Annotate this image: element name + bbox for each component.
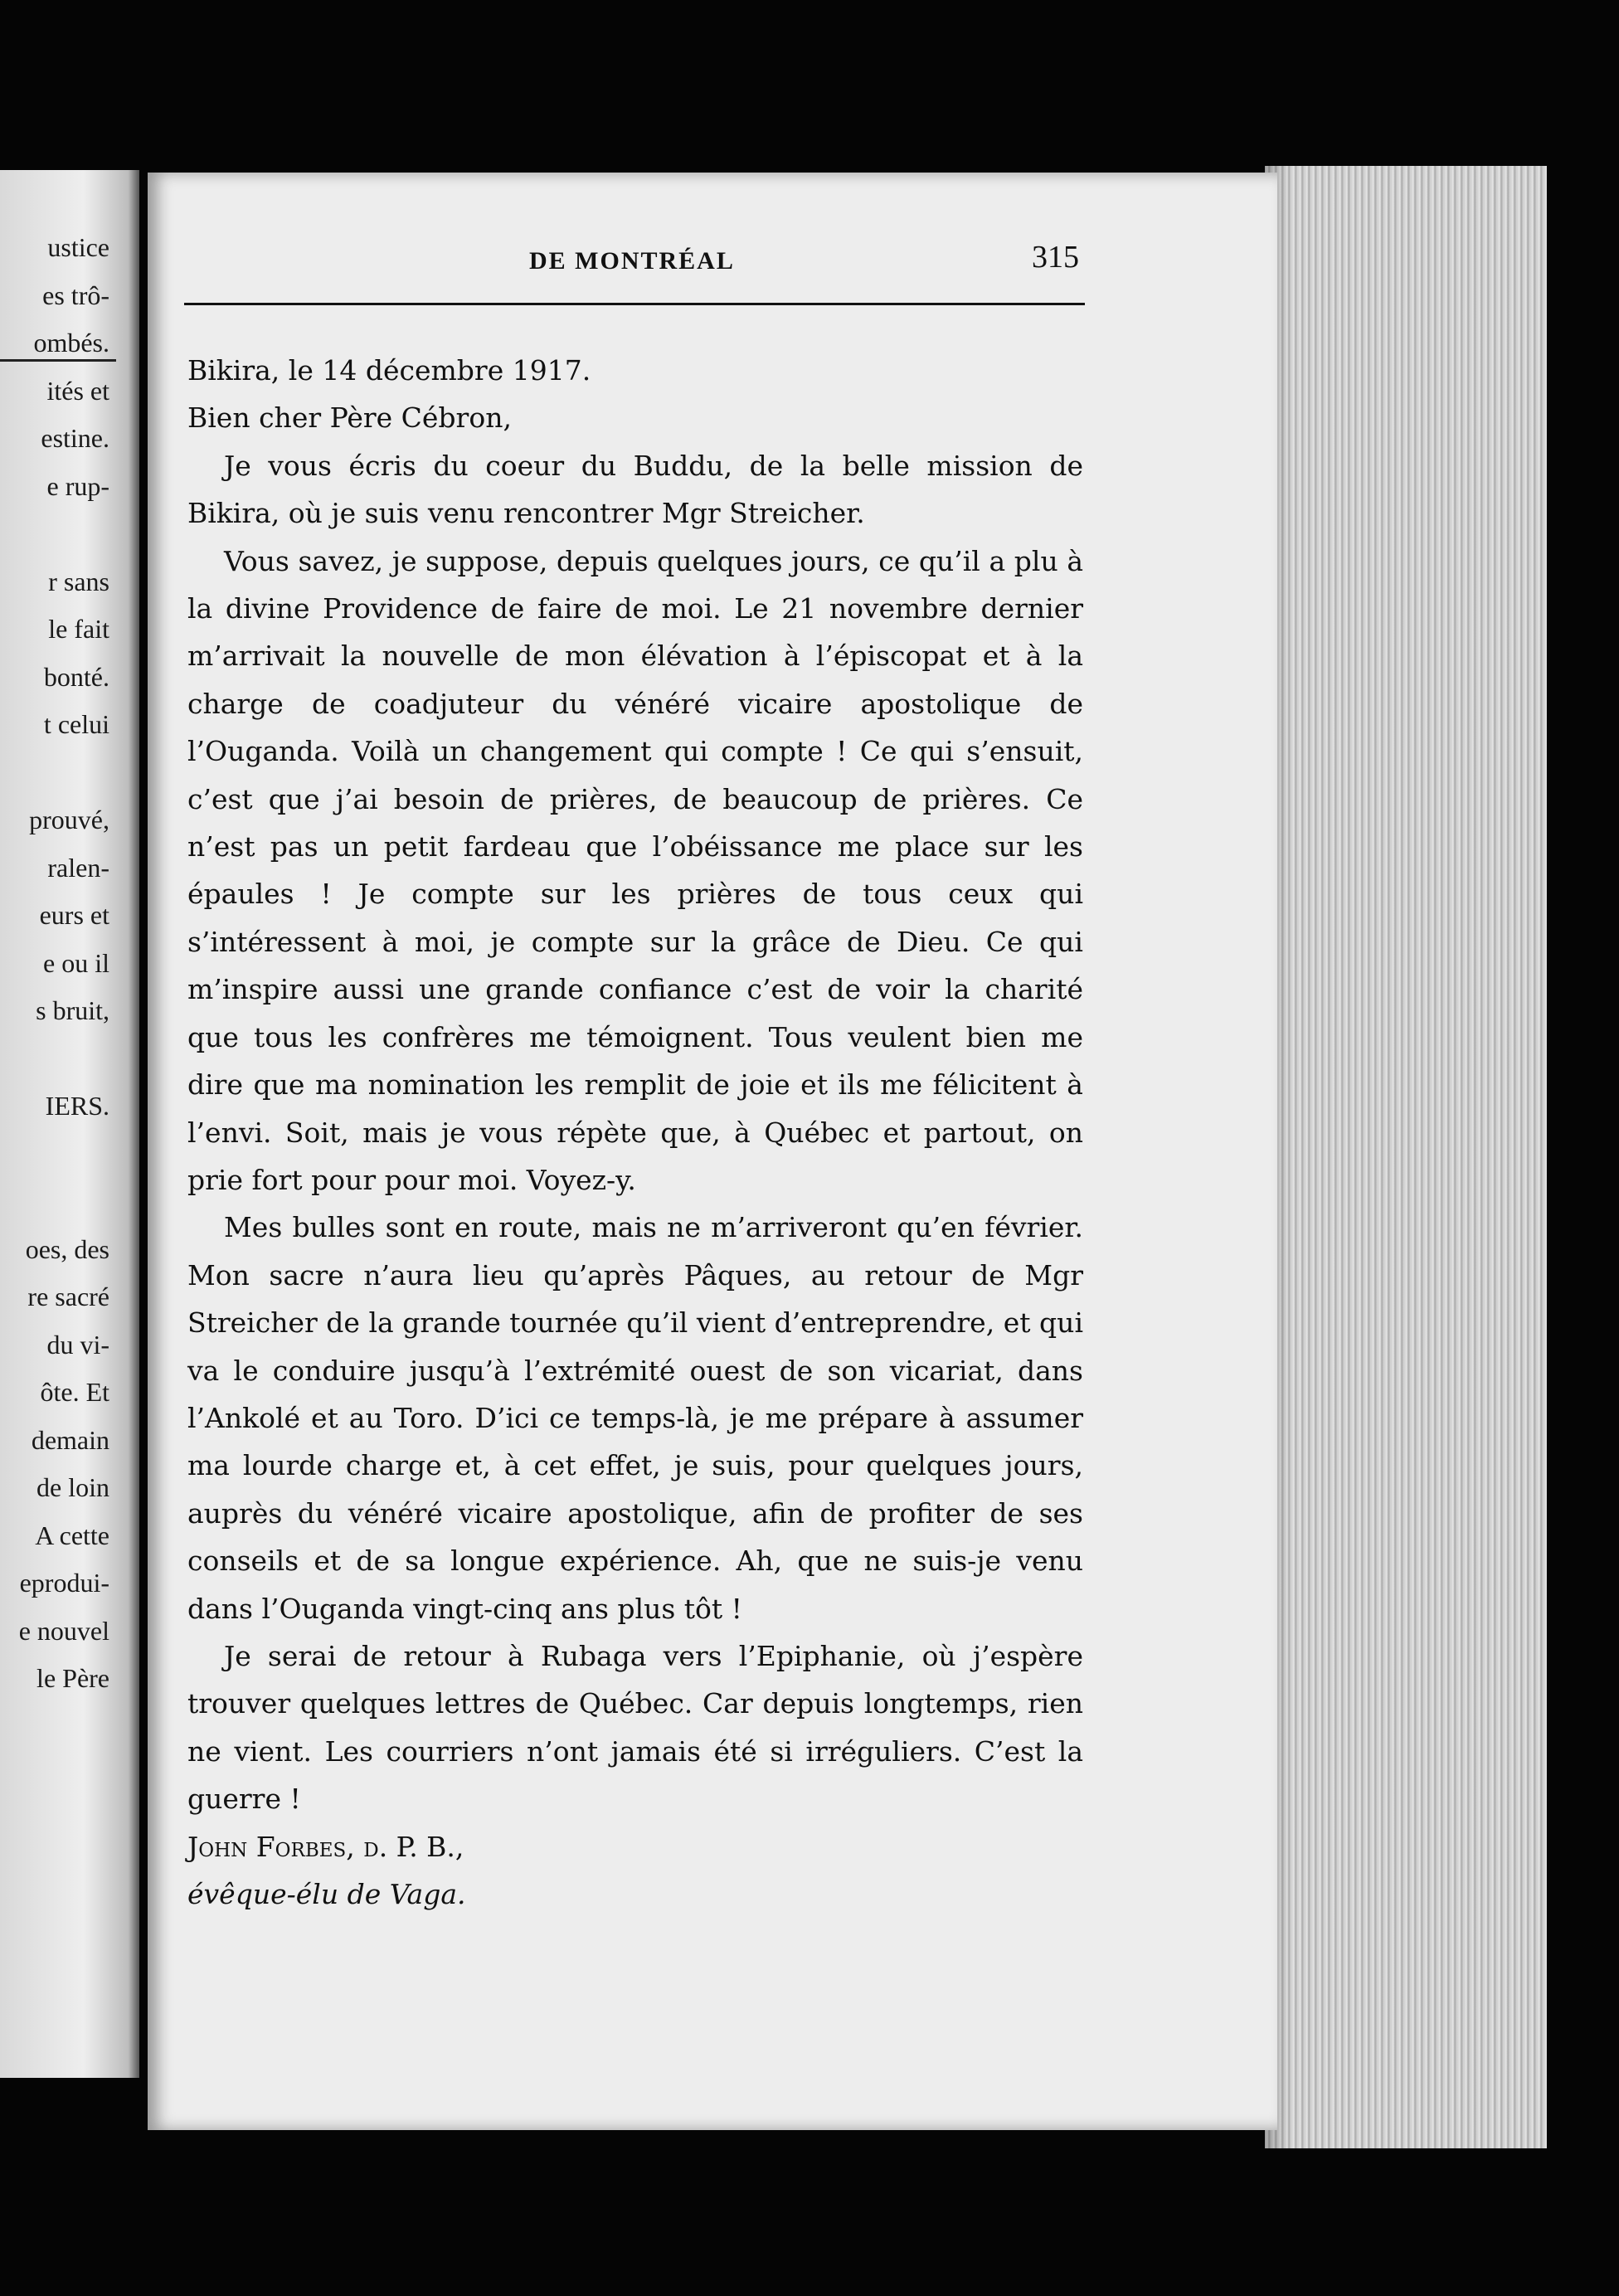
previous-page-line: du vi- <box>46 1329 109 1360</box>
book-page <box>148 173 1277 2130</box>
previous-page-line: e rup- <box>46 470 109 501</box>
date-line: Bikira, le 14 décembre 1917. <box>187 354 591 387</box>
page-edges <box>1265 166 1547 2148</box>
previous-page-line: es trô- <box>42 280 109 310</box>
previous-page-line: demain <box>31 1424 109 1455</box>
previous-page-line: ombés. <box>33 328 109 358</box>
previous-page-line: de loin <box>36 1472 109 1502</box>
previous-page-line: eurs et <box>39 900 109 930</box>
header-rule <box>184 303 1085 305</box>
previous-page-line: s bruit, <box>36 995 109 1025</box>
paragraph-4: Je serai de retour à Rubaga vers l’Epiphanie, où j’espère trouver quelques lettres de Québec. Car depuis longtemps, rien ne vient. Les courriers n’ont jamais été si irréguliers. C’est la guerre ! <box>187 1639 1083 1816</box>
previous-page <box>0 170 139 2078</box>
previous-page-line: e ou il <box>43 947 109 978</box>
previous-page-line: le fait <box>48 614 109 644</box>
previous-page-line: ralen- <box>47 852 109 883</box>
salutation: Bien cher Père Cébron, <box>187 401 512 435</box>
previous-page-line: IERS. <box>45 1091 109 1121</box>
signature: John Forbes, d. P. B., <box>187 1830 464 1863</box>
previous-page-line: le Père <box>36 1663 109 1693</box>
paragraph-3: Mes bulles sont en route, mais ne m’arriveront qu’en février. Mon sacre n’aura lieu qu’après Pâques, au retour de Mgr Streicher de la grande tournée qu’il vient d’entreprendre, et qui va le conduire jusqu’à l’extrémité ouest de son vicariat, dans l’Ankolé et au Toro. D’ici ce temps-là, je me prépare à assumer ma lourde charge et, à cet effet, je suis, pour quelques jours, auprès du vénéré vicaire apostolique, afin de profiter de ses conseils et de sa longue expérience. Ah, que ne suis-je venu dans l’Ouganda vingt-cinq ans plus tôt ! <box>187 1211 1083 1625</box>
previous-page-line: eprodui- <box>19 1568 109 1598</box>
previous-page-line: r sans <box>48 566 109 596</box>
paragraph-2: Vous savez, je suppose, depuis quelques jours, ce qu’il a plu à la divine Providence de faire de moi. Le 21 novembre dernier m’arrivait la nouvelle de mon élévation à l’épiscopat et à la charge de coadjuteur du vénéré vicaire apostolique de l’Ouganda. Voilà un changement qui compte ! Ce qui s’ensuit, c’est que j’ai besoin de prières, de beaucoup de prières. Ce n’est pas un petit fardeau que l’obéissance me place sur les épaules ! Je compte sur les prières de tous ceux qui s’intéressent à moi, je compte sur la grâce de Dieu. Ce qui m’inspire aussi une grande confiance c’est de voir la charité que tous les confrères me témoignent. Tous veulent bien me dire que ma nomination les remplit de joie et ils me félicitent à l’envi. Soit, mais je vous répète que, à Québec et partout, on prie fort pour pour moi. Voyez-y. <box>187 544 1083 1196</box>
previous-page-rule <box>0 359 116 362</box>
paragraph-1: Je vous écris du coeur du Buddu, de la belle mission de Bikira, où je suis venu rencontrer Mgr Streicher. <box>187 449 1083 530</box>
letter-body <box>187 347 1083 1918</box>
previous-page-line: estine. <box>41 423 109 453</box>
running-head: DE MONTRÉAL <box>529 247 735 275</box>
previous-page-line: A cette <box>35 1520 109 1550</box>
previous-page-line: bonté. <box>43 661 109 692</box>
previous-page-line: oes, des <box>25 1233 109 1264</box>
previous-page-line: ustice <box>47 232 109 262</box>
signature-title: évêque-élu de Vaga. <box>187 1878 466 1910</box>
previous-page-line: ités et <box>46 375 109 406</box>
previous-page-line: e nouvel <box>18 1615 109 1646</box>
previous-page-line: t celui <box>43 709 109 739</box>
previous-page-line: ôte. Et <box>40 1377 109 1407</box>
page-number: 315 <box>1032 240 1079 275</box>
previous-page-line: prouvé, <box>29 805 109 834</box>
previous-page-line: re sacré <box>27 1282 109 1311</box>
